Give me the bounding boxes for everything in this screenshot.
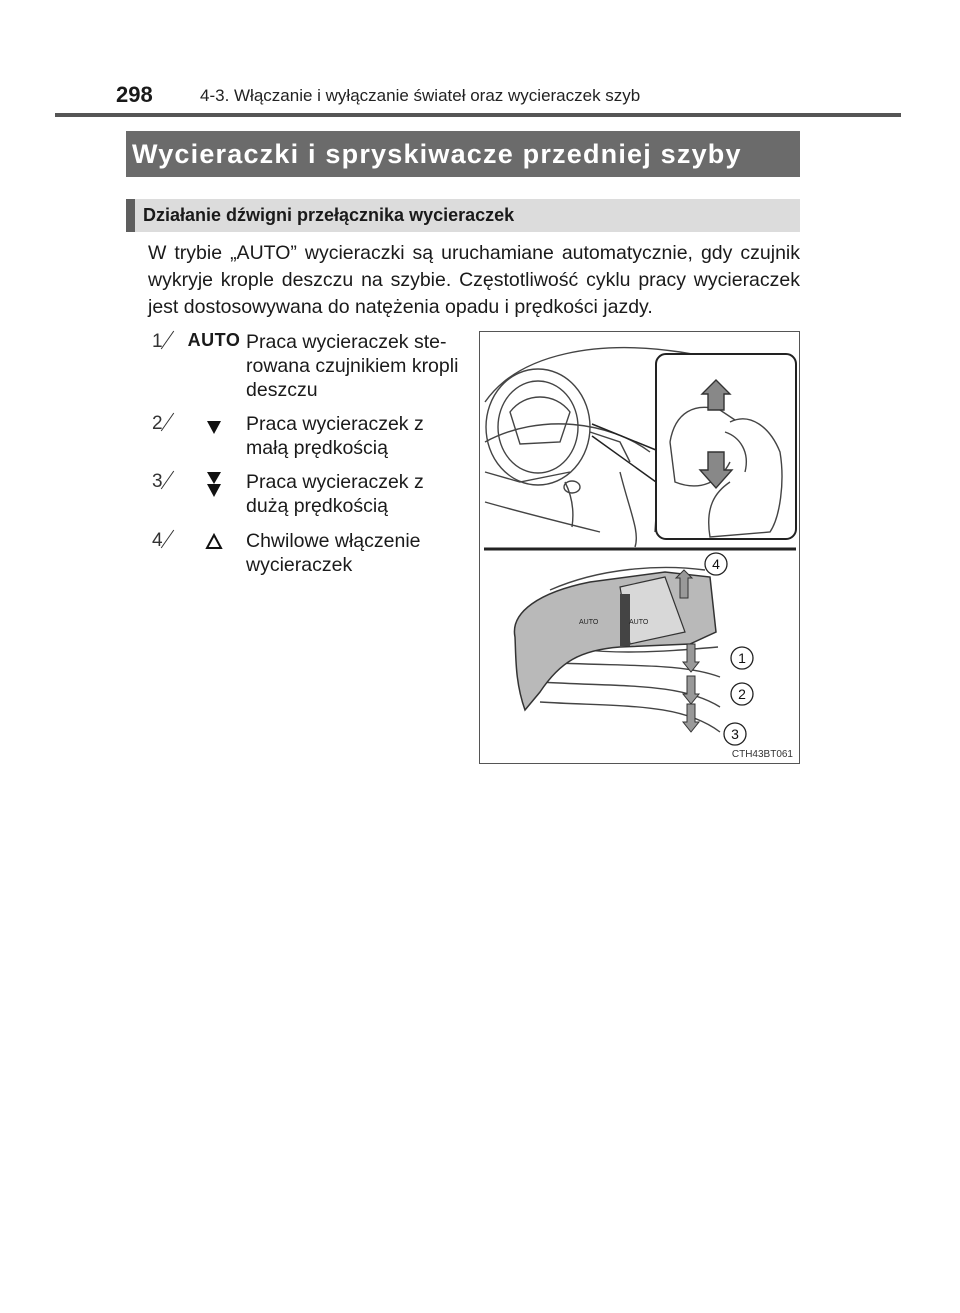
wiper-illustration [480,332,799,763]
item-text: Praca wycieraczek ste-rowana czujnikiem kropli deszczu [246,331,459,401]
figure-code: CTH43BT061 [731,749,793,760]
wiper-lever-figure [479,331,800,764]
auto-label: AUTO [187,330,241,350]
item-number: 2 [152,413,163,434]
section-title: Wycieraczki i spryskiwacze przedniej szyby [126,131,800,177]
intro-paragraph: W trybie „AUTO” wycieraczki są uruchamiane automatycznie, gdy czujnik wykryje krople deszczu na szybie. Częstotliwość cyklu pracy wycieraczek jest dostosowywana do natężenia opadu i prędkości jazdy. [148,242,800,318]
callout-4: 4 [712,556,720,572]
chapter-heading: 4-3. Włączanie i wyłączanie świateł oraz wycieraczek szyb [200,86,641,105]
header-rule [55,113,901,117]
callout-3: 3 [731,726,739,742]
item-number: 3 [152,471,163,492]
double-down-triangle-icon [204,470,224,500]
callout-2: 2 [738,686,746,702]
stalk-auto-label: AUTO [579,619,599,626]
item-text: Praca wycieraczek z dużą prędkością [246,471,424,517]
single-down-triangle-icon [204,412,224,442]
stalk-auto-label: AUTO [629,619,649,626]
section-subtitle: Działanie dźwigni przełącznika wycieraczek [126,199,800,232]
item-number: 4 [152,530,163,551]
page-number: 298 [116,82,153,107]
outline-up-triangle-icon [204,529,224,559]
auto-symbol [188,330,240,360]
item-text: Praca wycieraczek z małą prędkością [246,413,424,459]
item-text: Chwilowe włączenie wycieraczek [246,530,421,576]
callout-1: 1 [738,650,746,666]
item-number: 1 [152,331,163,352]
